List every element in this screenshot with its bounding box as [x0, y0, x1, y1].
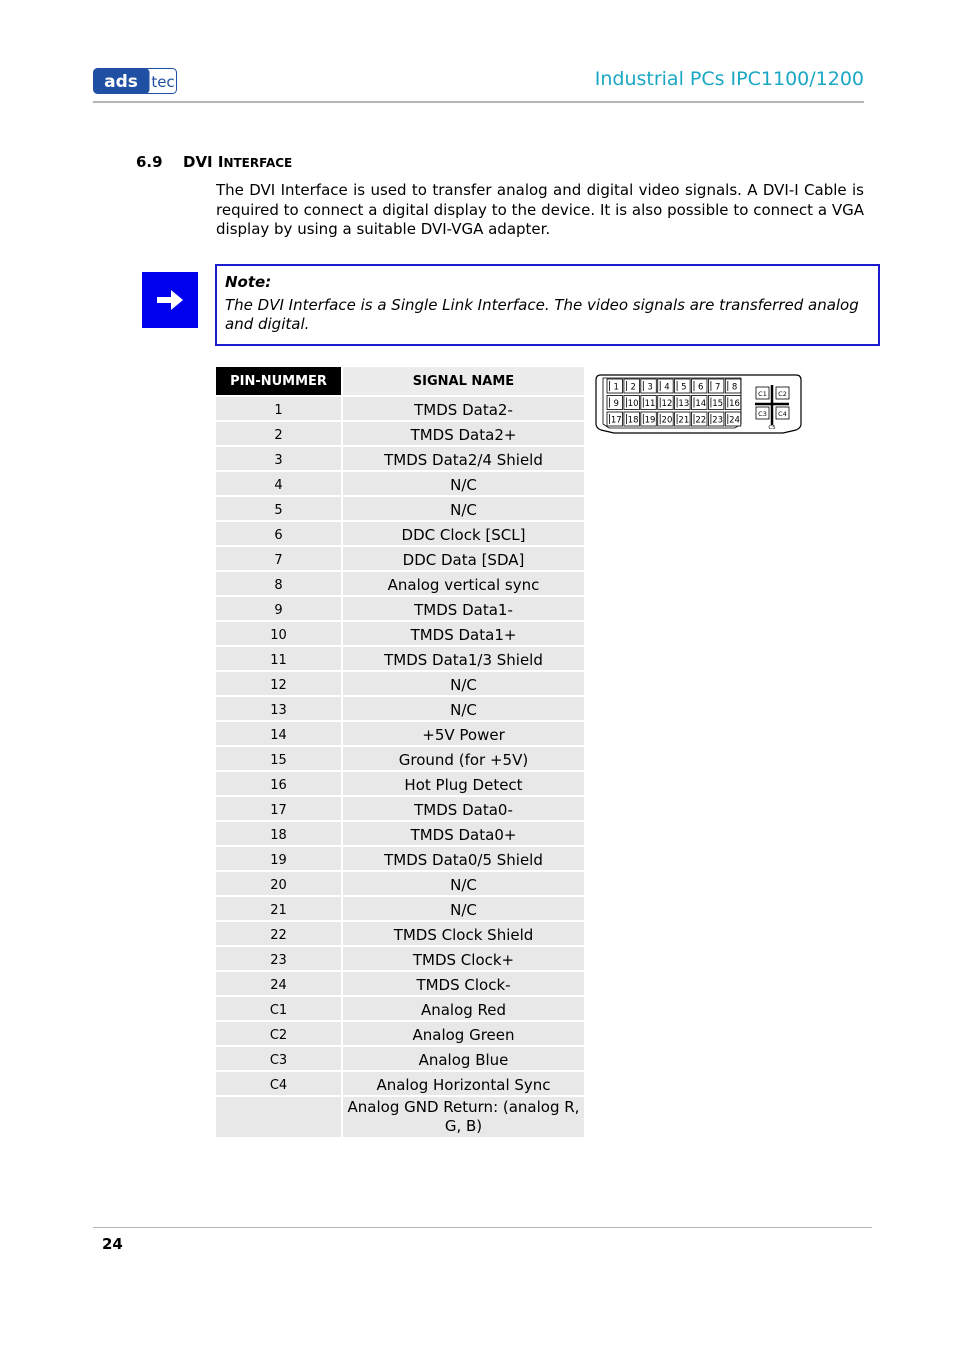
table-row — [216, 896, 584, 921]
pin-number-cell: 15 — [216, 746, 342, 771]
signal-name-cell: DDC Clock [SCL] — [342, 521, 584, 546]
section-title: DVI INTERFACE — [183, 153, 293, 171]
signal-name-cell: Analog Green — [342, 1021, 584, 1046]
signal-name-cell: DDC Data [SDA] — [342, 546, 584, 571]
adstec-logo — [93, 68, 177, 94]
analog-pin-label: C4 — [778, 410, 787, 418]
table-row — [216, 1046, 584, 1071]
signal-name-cell: N/C — [342, 696, 584, 721]
section-number: 6.9 — [136, 153, 163, 171]
connector-pin — [692, 396, 708, 410]
connector-pin-label: 8 — [731, 382, 738, 393]
table-row — [216, 796, 584, 821]
signal-name-cell: Analog Blue — [342, 1046, 584, 1071]
connector-pin-label: 4 — [664, 382, 670, 393]
table-row — [216, 496, 584, 521]
footer-divider — [93, 1227, 872, 1228]
table-row — [216, 471, 584, 496]
connector-pin — [658, 412, 674, 426]
pin-number-cell: 17 — [216, 796, 342, 821]
signal-name-cell: N/C — [342, 471, 584, 496]
pin-number-cell: 18 — [216, 821, 342, 846]
pin-number-cell: 6 — [216, 521, 342, 546]
signal-name-cell: TMDS Clock- — [342, 971, 584, 996]
pin-number-cell: 16 — [216, 771, 342, 796]
table-row — [216, 596, 584, 621]
signal-name-cell: Analog GND Return: (analog R, G, B) — [342, 1096, 584, 1138]
connector-pin — [658, 379, 674, 393]
signal-name-header: SIGNAL NAME — [342, 367, 584, 396]
connector-pin-label: 19 — [644, 415, 656, 426]
table-row — [216, 771, 584, 796]
table-row — [216, 1071, 584, 1096]
connector-pin-label: 23 — [712, 415, 724, 426]
table-row — [216, 446, 584, 471]
connector-pin-label: 5 — [681, 382, 687, 393]
connector-pin — [641, 412, 657, 426]
pin-number-cell: 14 — [216, 721, 342, 746]
connector-pin — [624, 412, 640, 426]
table-row — [216, 746, 584, 771]
pin-number-cell: 8 — [216, 571, 342, 596]
signal-name-cell: Ground (for +5V) — [342, 746, 584, 771]
table-row — [216, 621, 584, 646]
pin-number-header: PIN-NUMMER — [216, 367, 342, 396]
table-row — [216, 946, 584, 971]
pin-number-cell: 21 — [216, 896, 342, 921]
signal-name-cell: Analog Horizontal Sync — [342, 1071, 584, 1096]
connector-pin-label: 3 — [647, 382, 653, 393]
pin-number-cell: 10 — [216, 621, 342, 646]
connector-pin — [607, 412, 623, 426]
connector-pin — [641, 379, 657, 393]
connector-pin-label: 10 — [627, 399, 639, 409]
connector-pin — [725, 379, 741, 393]
logo-text-tec: tec — [151, 73, 175, 91]
pin-number-cell — [216, 1096, 342, 1138]
pin-number-cell: C1 — [216, 996, 342, 1021]
table-row — [216, 421, 584, 446]
dvi-pin-table — [216, 367, 584, 1139]
connector-pin — [624, 396, 640, 410]
table-row — [216, 646, 584, 671]
pin-number-cell: 23 — [216, 946, 342, 971]
section-heading — [136, 153, 292, 171]
table-row — [216, 571, 584, 596]
analog-pin — [776, 407, 789, 419]
pin-number-cell: 4 — [216, 471, 342, 496]
connector-pin-label: 15 — [712, 399, 724, 409]
note-text: The DVI Interface is a Single Link Interface. The video signals are transferred analog and digital. — [225, 296, 859, 333]
connector-pin — [641, 396, 657, 410]
pin-number-cell: 22 — [216, 921, 342, 946]
table-row — [216, 396, 584, 421]
dvi-connector-diagram — [595, 374, 802, 434]
connector-pin-label: 12 — [661, 399, 673, 409]
table-row — [216, 1096, 584, 1138]
pin-number-cell: 7 — [216, 546, 342, 571]
document-title: Industrial PCs IPC1100/1200 — [594, 68, 864, 90]
table-row — [216, 721, 584, 746]
signal-name-cell: +5V Power — [342, 721, 584, 746]
table-row — [216, 521, 584, 546]
connector-pin — [658, 396, 674, 410]
pin-number-cell: 19 — [216, 846, 342, 871]
table-row — [216, 1021, 584, 1046]
connector-pin — [607, 396, 623, 410]
connector-pin-label: 24 — [729, 415, 740, 426]
pin-number-cell: C2 — [216, 1021, 342, 1046]
pin-number-cell: 5 — [216, 496, 342, 521]
connector-pin-label: 18 — [627, 415, 639, 426]
signal-name-cell: N/C — [342, 871, 584, 896]
ground-pin-label: C5 — [768, 425, 776, 431]
signal-name-cell: N/C — [342, 496, 584, 521]
signal-name-cell: Hot Plug Detect — [342, 771, 584, 796]
connector-pin-label: 14 — [695, 399, 707, 409]
signal-name-cell: Analog Red — [342, 996, 584, 1021]
connector-pin-label: 17 — [610, 415, 622, 426]
connector-pin — [725, 396, 741, 410]
connector-pin-label: 2 — [630, 382, 636, 393]
connector-pin-label: 16 — [729, 399, 740, 409]
connector-pin — [692, 379, 708, 393]
signal-name-cell: TMDS Clock+ — [342, 946, 584, 971]
pin-number-cell: 12 — [216, 671, 342, 696]
connector-pin-label: 13 — [678, 399, 690, 409]
signal-name-cell: N/C — [342, 896, 584, 921]
note-box — [215, 264, 880, 346]
analog-pin — [756, 387, 769, 399]
intro-paragraph: The DVI Interface is used to transfer analog and digital video signals. A DVI-I Cable is required to connect a digital display to the device. It is also possible to connect a VGA display by using a suitable DVI-VGA adapter. — [216, 181, 864, 238]
table-row — [216, 921, 584, 946]
connector-pin — [708, 412, 724, 426]
page-number: 24 — [102, 1235, 123, 1253]
table-row — [216, 846, 584, 871]
table-row — [216, 996, 584, 1021]
connector-pin — [708, 379, 724, 393]
table-row — [216, 546, 584, 571]
signal-name-cell: TMDS Data2+ — [342, 421, 584, 446]
connector-pin-label: 11 — [644, 399, 656, 409]
signal-name-cell: TMDS Data1+ — [342, 621, 584, 646]
connector-pin — [607, 379, 623, 393]
connector-pin-label: 21 — [678, 415, 690, 426]
table-row — [216, 821, 584, 846]
analog-pin-label: C1 — [758, 390, 767, 398]
connector-pin-label: 22 — [695, 415, 707, 426]
signal-name-cell: TMDS Data1/3 Shield — [342, 646, 584, 671]
arrow-right-icon — [142, 272, 198, 328]
analog-pin-label: C2 — [778, 390, 787, 398]
connector-pin-label: 7 — [714, 382, 721, 393]
analog-pin — [756, 407, 769, 419]
connector-pin — [675, 412, 691, 426]
signal-name-cell: TMDS Data0+ — [342, 821, 584, 846]
signal-name-cell: TMDS Clock Shield — [342, 921, 584, 946]
note-title: Note: — [225, 273, 272, 291]
header-divider — [93, 101, 864, 103]
pin-number-cell: C3 — [216, 1046, 342, 1071]
pin-number-cell: 20 — [216, 871, 342, 896]
table-row — [216, 871, 584, 896]
analog-pin — [776, 387, 789, 399]
analog-pin-label: C3 — [758, 410, 767, 418]
pin-number-cell: 24 — [216, 971, 342, 996]
table-row — [216, 971, 584, 996]
table-row — [216, 671, 584, 696]
logo-text-ads: ads — [104, 72, 138, 92]
signal-name-cell: N/C — [342, 671, 584, 696]
connector-pin — [725, 412, 741, 426]
connector-pin — [624, 379, 640, 393]
connector-pin-label: 9 — [613, 399, 619, 409]
table-header-row — [216, 367, 584, 396]
signal-name-cell: TMDS Data2- — [342, 396, 584, 421]
connector-pin — [708, 396, 724, 410]
connector-pin — [675, 396, 691, 410]
connector-pin-label: 1 — [613, 382, 619, 393]
signal-name-cell: TMDS Data0- — [342, 796, 584, 821]
connector-pin-label: 6 — [698, 382, 704, 393]
pin-number-cell: 3 — [216, 446, 342, 471]
connector-pin — [692, 412, 708, 426]
pin-number-cell: 2 — [216, 421, 342, 446]
signal-name-cell: TMDS Data1- — [342, 596, 584, 621]
pin-number-cell: 1 — [216, 396, 342, 421]
connector-pin-label: 20 — [661, 415, 673, 426]
pin-number-cell: 9 — [216, 596, 342, 621]
signal-name-cell: TMDS Data2/4 Shield — [342, 446, 584, 471]
signal-name-cell: TMDS Data0/5 Shield — [342, 846, 584, 871]
pin-number-cell: 13 — [216, 696, 342, 721]
signal-name-cell: Analog vertical sync — [342, 571, 584, 596]
pin-number-cell: C4 — [216, 1071, 342, 1096]
table-row — [216, 696, 584, 721]
pin-number-cell: 11 — [216, 646, 342, 671]
connector-pin — [675, 379, 691, 393]
